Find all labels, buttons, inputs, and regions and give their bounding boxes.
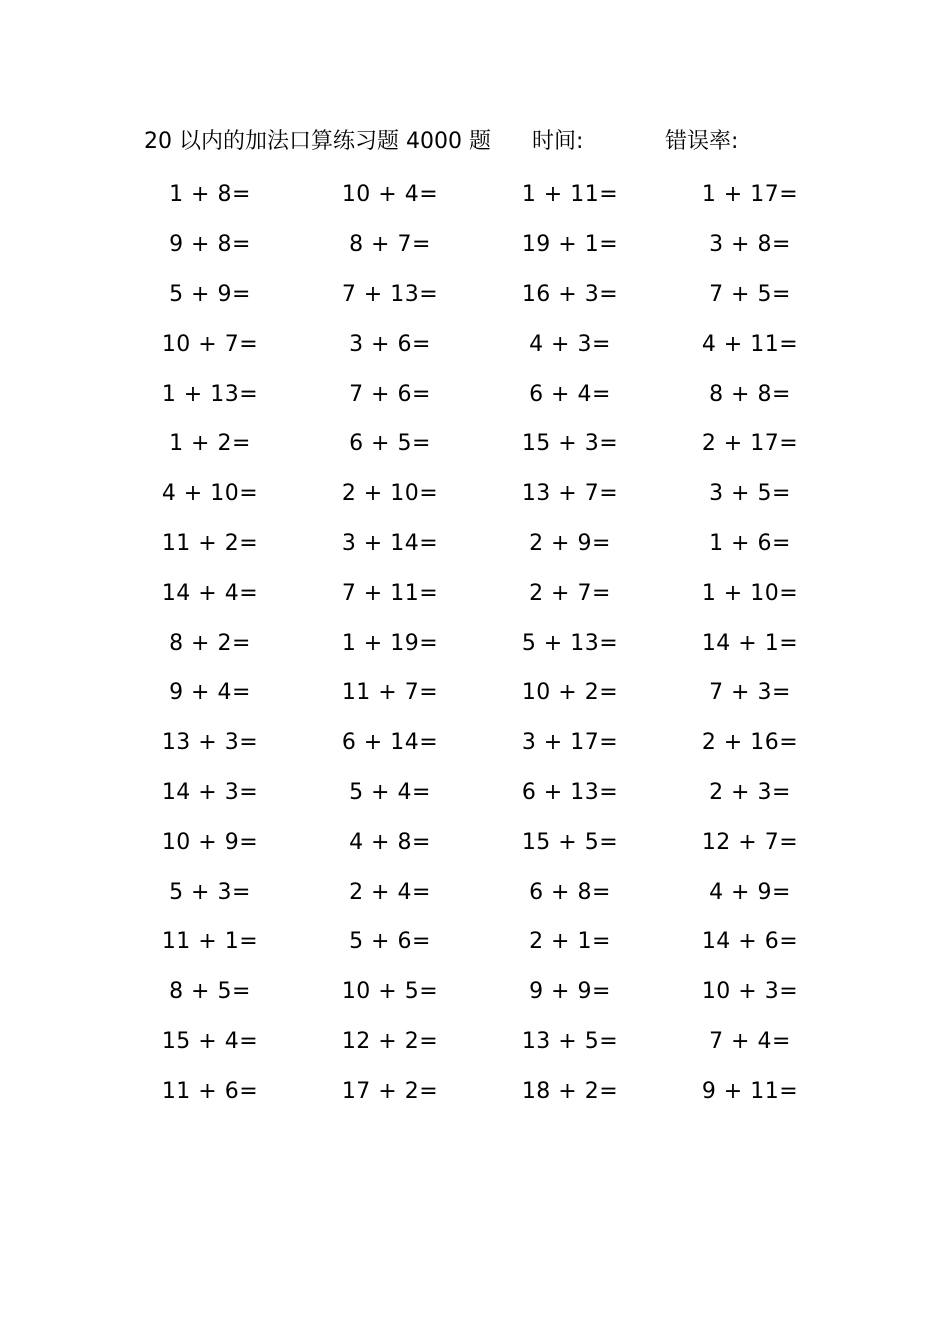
problem-cell: 7 + 4=	[709, 1028, 791, 1054]
problem-cell: 4 + 10=	[161, 481, 259, 507]
problem-cell: 9 + 11=	[701, 1078, 799, 1104]
problem-cell: 3 + 5=	[709, 481, 791, 507]
problem-grid	[120, 170, 840, 1116]
problem-cell: 9 + 9=	[529, 979, 611, 1005]
problem-cell: 12 + 7=	[701, 829, 799, 855]
problem-cell: 7 + 3=	[709, 680, 791, 706]
problem-cell: 3 + 6=	[349, 331, 431, 357]
problem-cell: 3 + 17=	[521, 730, 619, 756]
problem-cell: 6 + 14=	[341, 730, 439, 756]
problem-cell: 7 + 6=	[349, 381, 431, 407]
problem-cell: 1 + 6=	[709, 530, 791, 556]
problem-cell: 14 + 6=	[701, 929, 799, 955]
problem-cell: 15 + 5=	[521, 829, 619, 855]
problem-cell: 10 + 2=	[521, 680, 619, 706]
problem-cell: 16 + 3=	[521, 281, 619, 307]
problem-cell: 2 + 7=	[529, 580, 611, 606]
problem-cell: 5 + 13=	[521, 630, 619, 656]
problem-cell: 3 + 14=	[341, 530, 439, 556]
problem-cell: 6 + 8=	[529, 879, 611, 905]
problem-cell: 9 + 8=	[169, 232, 251, 258]
problem-cell: 2 + 4=	[349, 879, 431, 905]
problem-cell: 2 + 10=	[341, 481, 439, 507]
problem-cell: 7 + 5=	[709, 281, 791, 307]
worksheet-title: 20 以内的加法口算练习题 4000 题	[144, 129, 491, 154]
problem-cell: 5 + 6=	[349, 929, 431, 955]
error-rate-label: 错误率:	[665, 129, 739, 154]
problem-cell: 15 + 3=	[521, 431, 619, 457]
problem-cell: 1 + 8=	[169, 182, 251, 208]
problem-cell: 13 + 5=	[521, 1028, 619, 1054]
problem-cell: 14 + 4=	[161, 580, 259, 606]
problem-cell: 10 + 4=	[341, 182, 439, 208]
problem-cell: 8 + 5=	[169, 979, 251, 1005]
problem-cell: 4 + 9=	[709, 879, 791, 905]
problem-cell: 10 + 5=	[341, 979, 439, 1005]
problem-cell: 5 + 4=	[349, 779, 431, 805]
problem-cell: 8 + 8=	[709, 381, 791, 407]
problem-cell: 7 + 13=	[341, 281, 439, 307]
problem-cell: 13 + 7=	[521, 481, 619, 507]
problem-cell: 2 + 3=	[709, 779, 791, 805]
problem-cell: 2 + 17=	[701, 431, 799, 457]
problem-cell: 6 + 4=	[529, 381, 611, 407]
problem-cell: 4 + 8=	[349, 829, 431, 855]
problem-cell: 18 + 2=	[521, 1078, 619, 1104]
problem-cell: 10 + 7=	[161, 331, 259, 357]
problem-cell: 11 + 1=	[161, 929, 259, 955]
problem-cell: 11 + 7=	[341, 680, 439, 706]
problem-cell: 19 + 1=	[521, 232, 619, 258]
problem-cell: 2 + 1=	[529, 929, 611, 955]
problem-cell: 11 + 2=	[161, 530, 259, 556]
problem-cell: 5 + 3=	[169, 879, 251, 905]
problem-cell: 5 + 9=	[169, 281, 251, 307]
problem-cell: 11 + 6=	[161, 1078, 259, 1104]
problem-cell: 2 + 9=	[529, 530, 611, 556]
problem-cell: 1 + 13=	[161, 381, 259, 407]
problem-cell: 14 + 1=	[701, 630, 799, 656]
problem-cell: 8 + 2=	[169, 630, 251, 656]
problem-cell: 10 + 3=	[701, 979, 799, 1005]
time-label: 时间:	[532, 129, 584, 154]
problem-cell: 1 + 2=	[169, 431, 251, 457]
problem-cell: 13 + 3=	[161, 730, 259, 756]
problem-cell: 8 + 7=	[349, 232, 431, 258]
problem-cell: 17 + 2=	[341, 1078, 439, 1104]
problem-cell: 3 + 8=	[709, 232, 791, 258]
problem-cell: 7 + 11=	[341, 580, 439, 606]
problem-cell: 12 + 2=	[341, 1028, 439, 1054]
problem-cell: 10 + 9=	[161, 829, 259, 855]
problem-cell: 2 + 16=	[701, 730, 799, 756]
problem-cell: 14 + 3=	[161, 779, 259, 805]
problem-cell: 9 + 4=	[169, 680, 251, 706]
problem-cell: 15 + 4=	[161, 1028, 259, 1054]
problem-cell: 6 + 13=	[521, 779, 619, 805]
worksheet-header	[0, 124, 950, 164]
problem-cell: 6 + 5=	[349, 431, 431, 457]
problem-cell: 1 + 10=	[701, 580, 799, 606]
problem-cell: 4 + 3=	[529, 331, 611, 357]
problem-cell: 4 + 11=	[701, 331, 799, 357]
problem-cell: 1 + 17=	[701, 182, 799, 208]
problem-cell: 1 + 19=	[341, 630, 439, 656]
problem-cell: 1 + 11=	[521, 182, 619, 208]
